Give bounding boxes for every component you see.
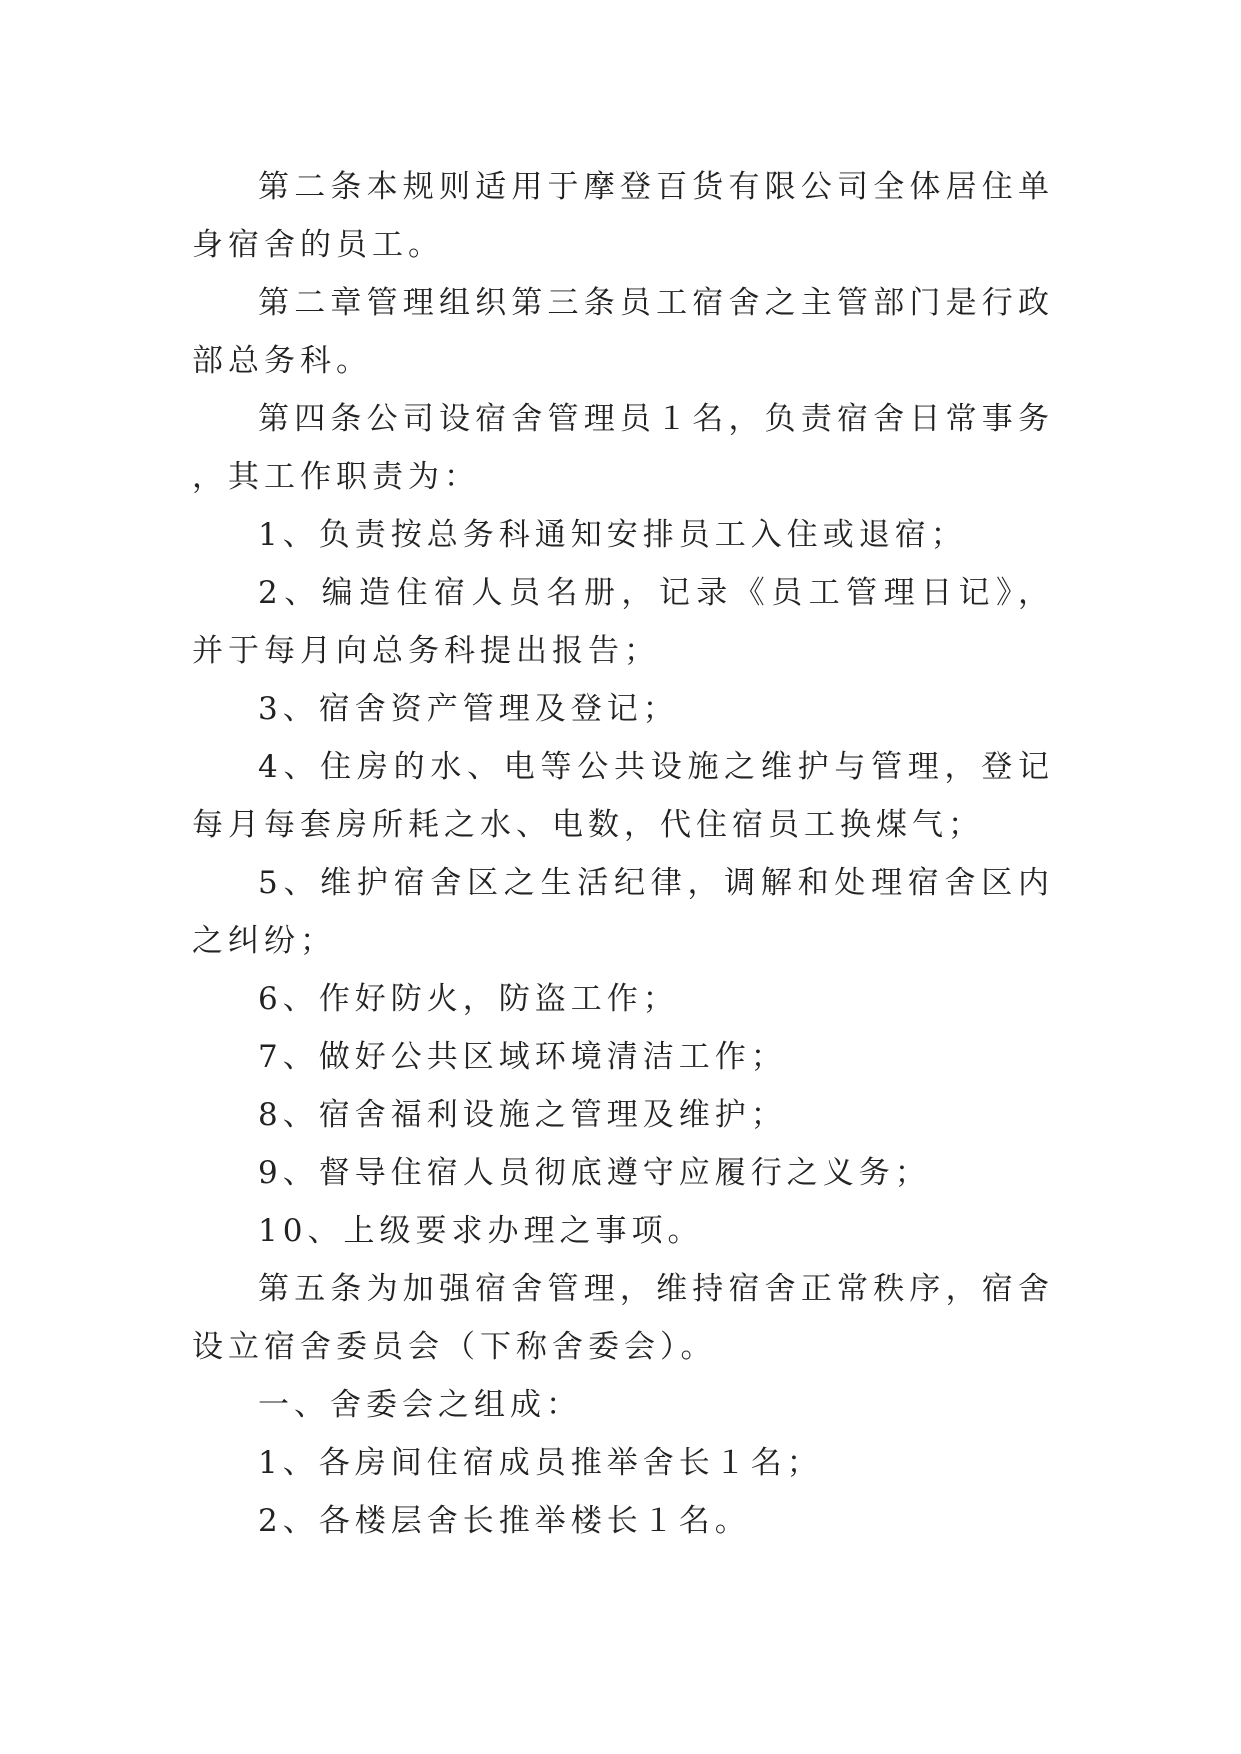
list-item-duty-4: 4、住房的水、电等公共设施之维护与管理，登记每月每套房所耗之水、电数，代住宿员工换煤气；: [192, 749, 1054, 843]
list-item-duty-3: 3、宿舍资产管理及登记；: [258, 691, 679, 727]
list-item-duty-6: 6、作好防火，防盗工作；: [258, 981, 679, 1017]
list-item-duty-2: 2、编造住宿人员名册，记录《员工管理日记》，并于每月向总务科提出报告；: [192, 575, 1054, 669]
paragraph-article-2: 第二条本规则适用于摩登百货有限公司全体居住单身宿舍的员工。: [192, 169, 1054, 263]
list-item-duty-5: 5、维护宿舍区之生活纪律，调解和处理宿舍区内之纠纷；: [192, 865, 1054, 959]
list-item-duty-1: 1、负责按总务科通知安排员工入住或退宿；: [258, 517, 967, 553]
list-item-composition-1: 1、各房间住宿成员推举舍长１名；: [258, 1445, 823, 1481]
list-item-duty-7: 7、做好公共区域环境清洁工作；: [258, 1039, 787, 1075]
list-item-duty-9: 9、督导住宿人员彻底遵守应履行之义务；: [258, 1155, 931, 1191]
paragraph-article-5: 第五条为加强宿舍管理，维持宿舍正常秩序，宿舍设立宿舍委员会（下称舍委会）。: [192, 1271, 1054, 1365]
document-body: [192, 158, 1054, 1550]
list-item-duty-8: 8、宿舍福利设施之管理及维护；: [258, 1097, 787, 1133]
paragraph-article-4: 第四条公司设宿舍管理员１名，负责宿舍日常事务，其工作职责为：: [192, 401, 1054, 495]
list-item-composition-2: 2、各楼层舍长推举楼长１名。: [258, 1503, 751, 1539]
paragraph-chapter-2-article-3: 第二章管理组织第三条员工宿舍之主管部门是行政部总务科。: [192, 285, 1054, 379]
section-heading-committee-composition: 一、舍委会之组成：: [258, 1387, 582, 1423]
list-item-duty-10: 10、上级要求办理之事项。: [258, 1213, 704, 1249]
